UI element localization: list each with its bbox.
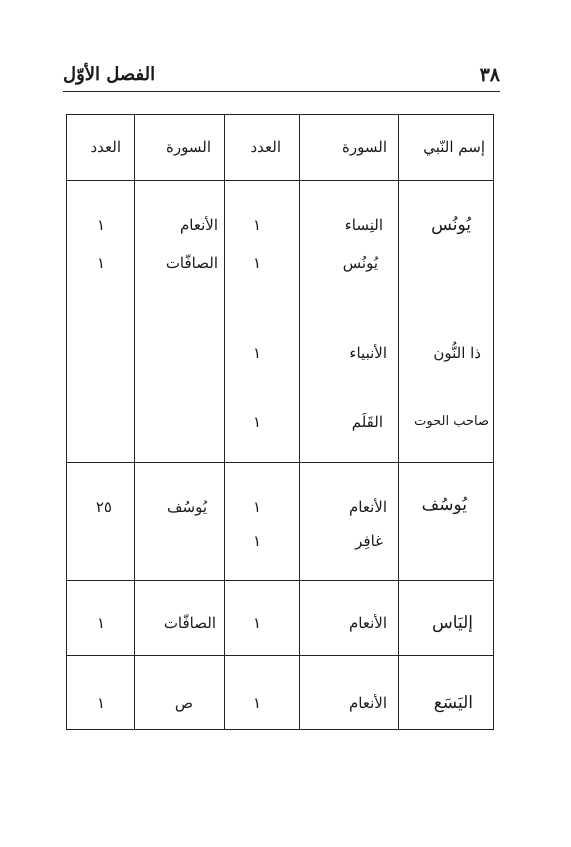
surah-name: الأنعام [349, 498, 387, 516]
prophet-name: يُوسُف [421, 495, 467, 515]
prophet-name: إليَاس [432, 613, 473, 633]
count-value: ١ [96, 614, 105, 632]
surah-name: ص [174, 694, 193, 712]
row-divider [67, 462, 493, 463]
page-number: ٣٨ [479, 64, 500, 86]
column-divider [134, 115, 135, 729]
count-value: ١ [96, 216, 105, 234]
column-divider [224, 115, 225, 729]
count-value: ١ [252, 254, 261, 272]
prophet-name: يُونُس [431, 215, 471, 235]
count-value: ١ [96, 694, 105, 712]
header-rule [63, 91, 500, 92]
column-divider [398, 115, 399, 729]
prophet-name: صاحب الحوت [414, 414, 489, 429]
surah-name: الصافّات [165, 254, 218, 272]
surah-name: يُوسُف [166, 498, 207, 516]
surah-name: النِساء [344, 216, 383, 234]
column-header-surah-1: السورة [342, 138, 387, 156]
chapter-title: الفصل الأوّل [63, 64, 156, 85]
row-divider [67, 180, 493, 181]
column-divider [299, 115, 300, 729]
surah-name: غافِر [355, 532, 383, 550]
surah-name: الأنعام [180, 216, 218, 234]
count-value: ١ [252, 413, 261, 431]
count-value: ١ [252, 498, 261, 516]
row-divider [67, 580, 493, 581]
prophet-name: اليَسَع [433, 693, 473, 713]
surah-name: الأنعام [349, 614, 387, 632]
count-value: ١ [252, 694, 261, 712]
column-header-count-1: العدد [250, 138, 281, 156]
count-value: ١ [252, 614, 261, 632]
surah-name: الأنبياء [349, 344, 387, 362]
count-value: ٢٥ [95, 498, 112, 516]
count-value: ١ [252, 532, 261, 550]
column-header-count-2: العدد [90, 138, 121, 156]
page-header [63, 58, 500, 92]
surah-name: الأنعام [349, 694, 387, 712]
prophet-name: ذا النُّون [433, 344, 481, 362]
count-value: ١ [96, 254, 105, 272]
surah-name: يُونُس [342, 254, 378, 272]
column-header-surah-2: السورة [166, 138, 211, 156]
count-value: ١ [252, 216, 261, 234]
column-header-prophet: إسم النّبي [423, 138, 485, 156]
row-divider [67, 655, 493, 656]
surah-name: الصافّات [163, 614, 216, 632]
prophets-table [66, 114, 494, 730]
surah-name: القَلَم [351, 413, 383, 431]
count-value: ١ [252, 344, 261, 362]
